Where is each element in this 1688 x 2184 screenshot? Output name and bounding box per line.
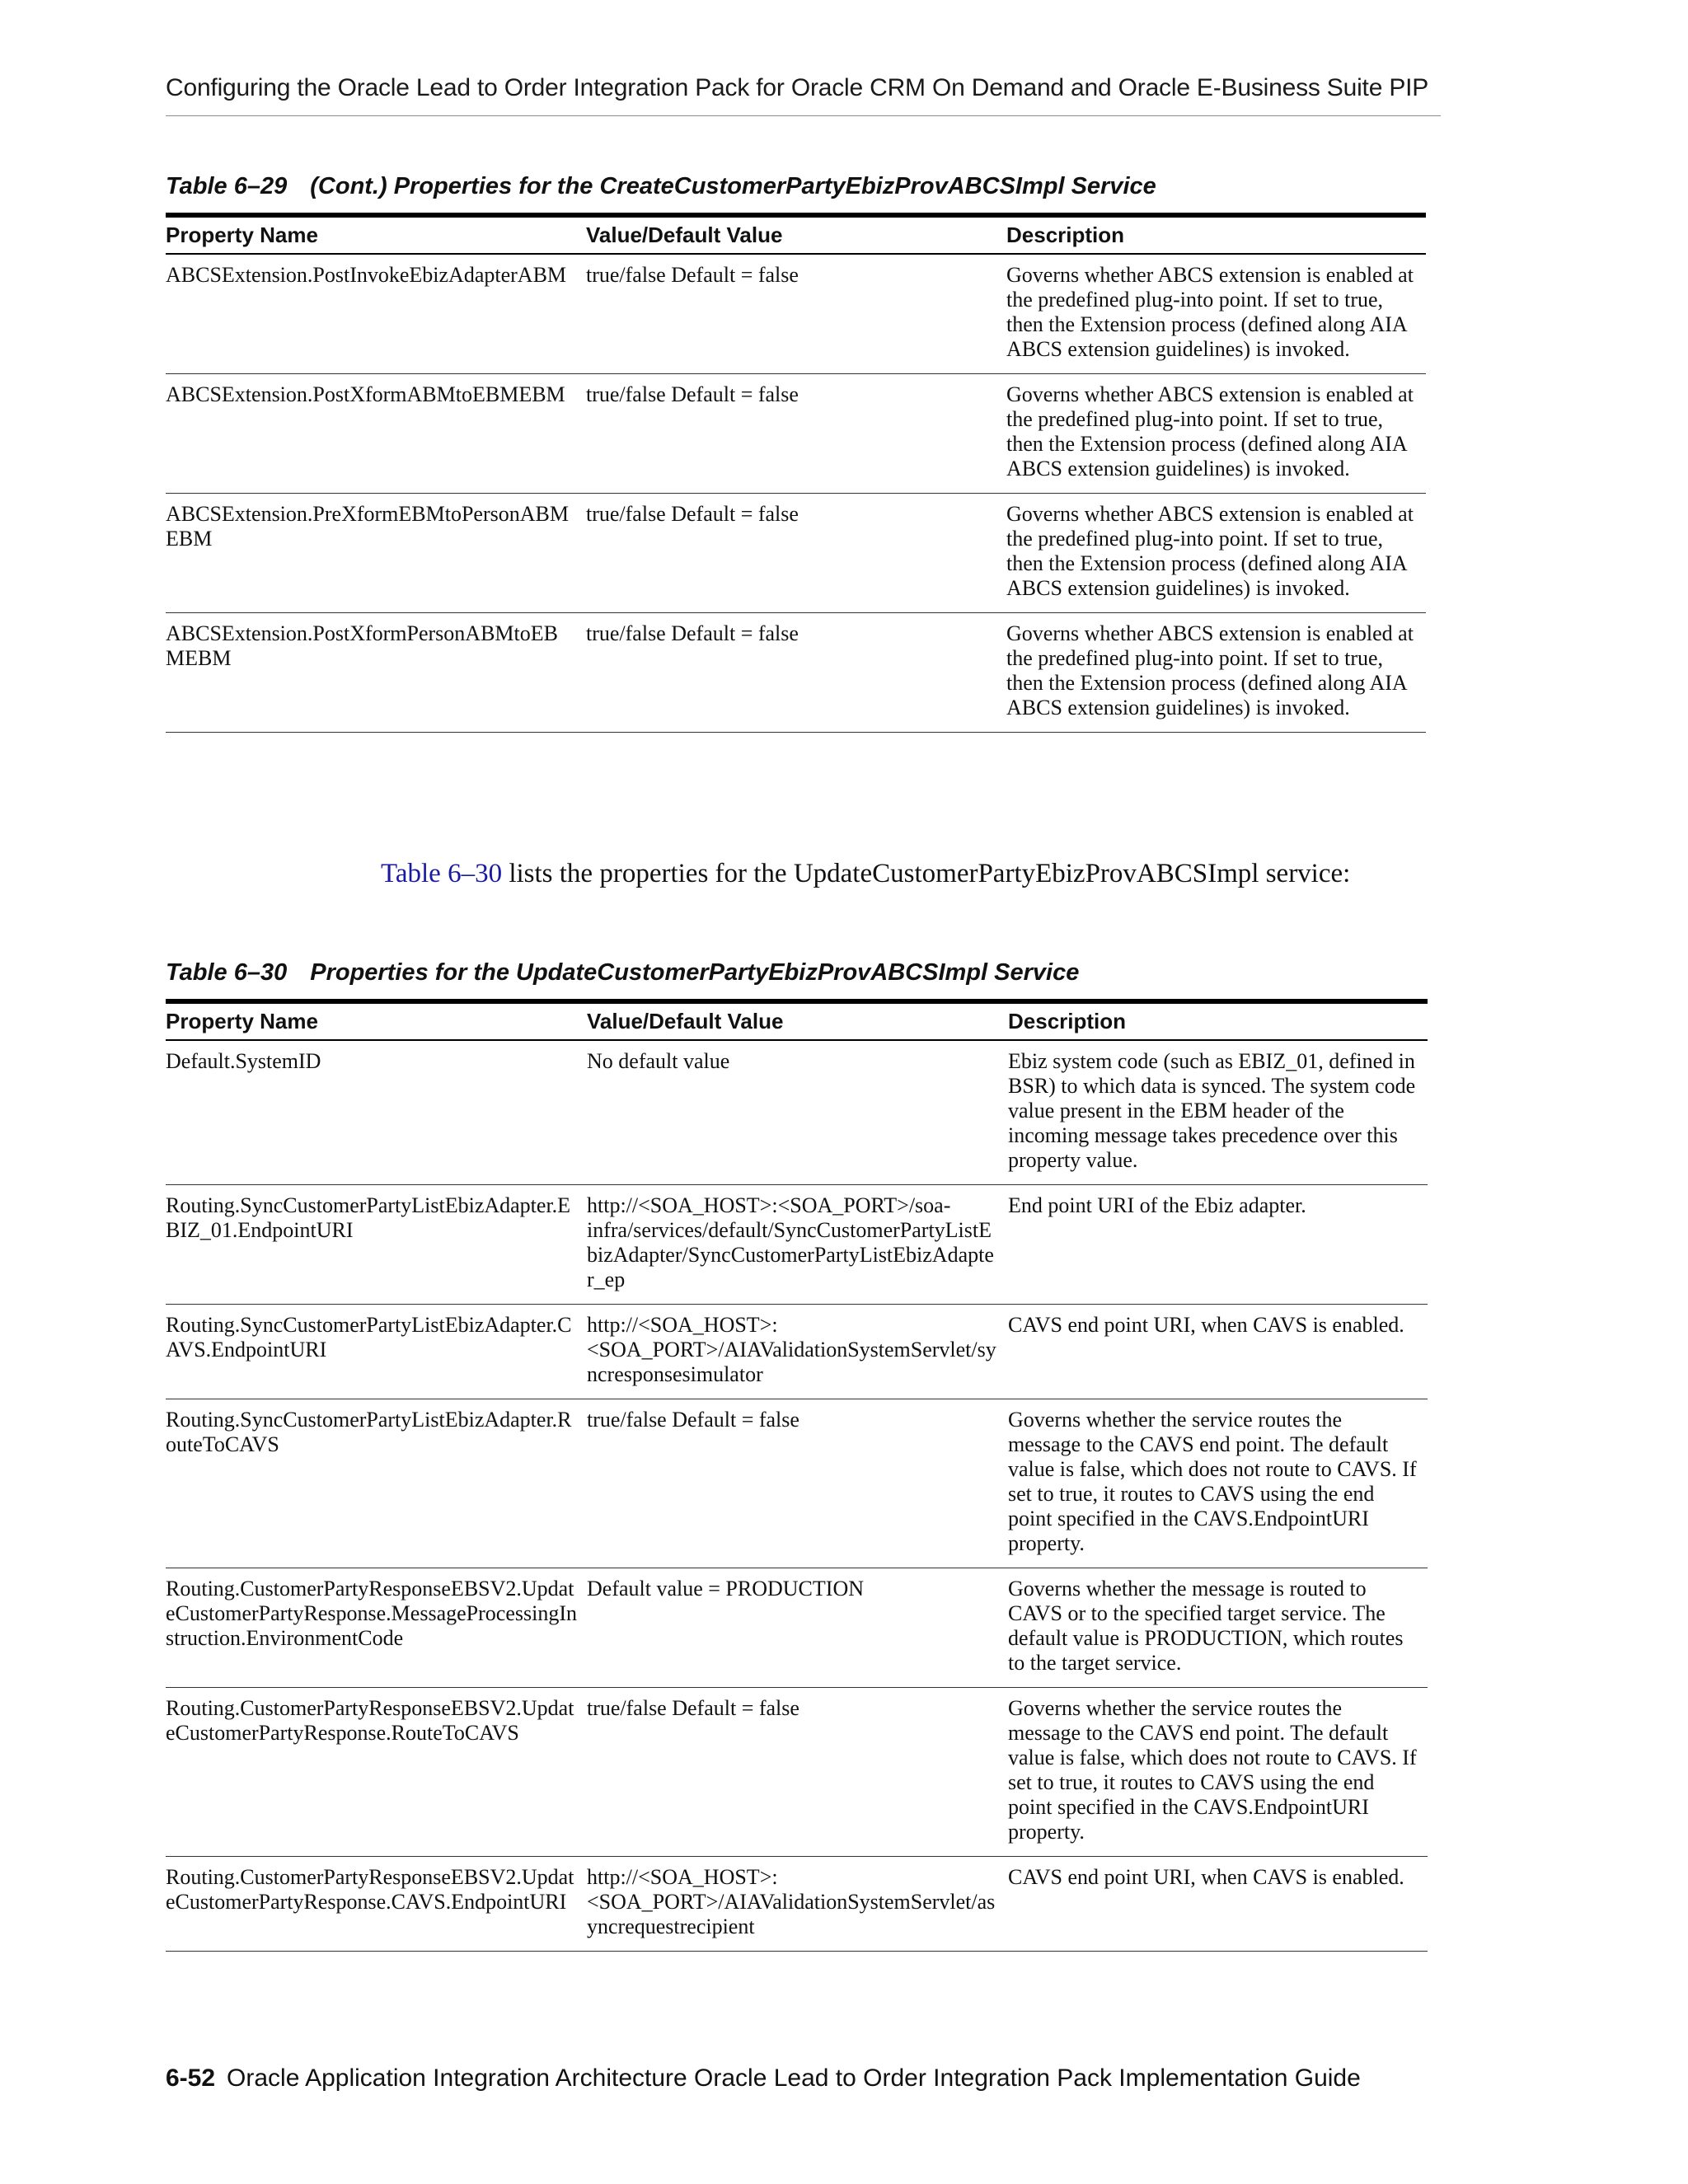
default-value-cell: true/false Default = false bbox=[587, 1399, 1008, 1568]
property-name-cell: Routing.CustomerPartyResponseEBSV2.UpdateCustomerPartyResponse.RouteToCAVS bbox=[166, 1688, 587, 1857]
property-name-cell: Routing.CustomerPartyResponseEBSV2.UpdateCustomerPartyResponse.CAVS.EndpointURI bbox=[166, 1857, 587, 1952]
property-name-cell: ABCSExtension.PreXformEBMtoPersonABMEBM bbox=[166, 494, 586, 613]
table-6-29-caption bbox=[166, 173, 1156, 200]
default-value-cell: Default value = PRODUCTION bbox=[587, 1568, 1008, 1688]
table-row bbox=[166, 1568, 1428, 1688]
table-title: Properties for the UpdateCustomerPartyEbizProvABCSImpl Service bbox=[310, 959, 1080, 986]
table-number: Table 6–29 bbox=[166, 173, 288, 199]
table-header-row bbox=[166, 215, 1426, 254]
table-row bbox=[166, 1185, 1428, 1305]
description-cell: CAVS end point URI, when CAVS is enabled. bbox=[1008, 1305, 1428, 1399]
table-body bbox=[166, 1040, 1428, 1952]
property-name-cell: Default.SystemID bbox=[166, 1040, 587, 1185]
description-cell: Governs whether the service routes the message to the CAVS end point. The default value is false, which does not route to CAVS. If set to true, it routes to CAVS using the end point specified in the CAVS.EndpointURI property. bbox=[1008, 1688, 1428, 1857]
default-value-cell: http://<SOA_HOST>:<SOA_PORT>/AIAValidationSystemServlet/asyncrequestrecipient bbox=[587, 1857, 1008, 1952]
intro-paragraph bbox=[381, 857, 1452, 890]
column-header: Value/Default Value bbox=[586, 215, 1006, 254]
property-name-cell: ABCSExtension.PostInvokeEbizAdapterABM bbox=[166, 254, 586, 374]
page-number: 6-52 bbox=[166, 2064, 216, 2092]
description-cell: Governs whether ABCS extension is enabled at the predefined plug-into point. If set to true, then the Extension process (defined along AIA ABCS extension guidelines) is invoked. bbox=[1006, 254, 1426, 374]
running-header: Configuring the Oracle Lead to Order Integration Pack for Oracle CRM On Demand and Oracle E-Business Suite PIP bbox=[166, 74, 1429, 101]
table-row bbox=[166, 1857, 1428, 1952]
property-name-cell: ABCSExtension.PostXformPersonABMtoEBMEBM bbox=[166, 613, 586, 733]
table-row bbox=[166, 1688, 1428, 1857]
default-value-cell: true/false Default = false bbox=[587, 1688, 1008, 1857]
table-header-row bbox=[166, 1001, 1428, 1040]
default-value-cell: true/false Default = false bbox=[586, 613, 1006, 733]
description-cell: Governs whether the service routes the message to the CAVS end point. The default value is false, which does not route to CAVS. If set to true, it routes to CAVS using the end point specified in the CAVS.EndpointURI property. bbox=[1008, 1399, 1428, 1568]
column-header: Property Name bbox=[166, 1001, 587, 1040]
property-name-cell: Routing.SyncCustomerPartyListEbizAdapter.RouteToCAVS bbox=[166, 1399, 587, 1568]
table-row bbox=[166, 1305, 1428, 1399]
column-header: Description bbox=[1008, 1001, 1428, 1040]
description-cell: Governs whether ABCS extension is enabled at the predefined plug-into point. If set to true, then the Extension process (defined along AIA ABCS extension guidelines) is invoked. bbox=[1006, 613, 1426, 733]
description-cell: CAVS end point URI, when CAVS is enabled. bbox=[1008, 1857, 1428, 1952]
description-cell: Governs whether the message is routed to CAVS or to the specified target service. The default value is PRODUCTION, which routes to the target service. bbox=[1008, 1568, 1428, 1688]
properties-table-6-29 bbox=[166, 213, 1426, 733]
footer-title: Oracle Application Integration Architecture Oracle Lead to Order Integration Pack Implementation Guide bbox=[227, 2064, 1361, 2092]
column-header: Description bbox=[1006, 215, 1426, 254]
default-value-cell: No default value bbox=[587, 1040, 1008, 1185]
table-row bbox=[166, 613, 1426, 733]
default-value-cell: true/false Default = false bbox=[586, 374, 1006, 494]
column-header: Value/Default Value bbox=[587, 1001, 1008, 1040]
table-row bbox=[166, 494, 1426, 613]
property-name-cell: Routing.CustomerPartyResponseEBSV2.UpdateCustomerPartyResponse.MessageProcessingInstruction.EnvironmentCode bbox=[166, 1568, 587, 1688]
table-row bbox=[166, 374, 1426, 494]
description-cell: Governs whether ABCS extension is enabled at the predefined plug-into point. If set to true, then the Extension process (defined along AIA ABCS extension guidelines) is invoked. bbox=[1006, 374, 1426, 494]
table-body bbox=[166, 254, 1426, 733]
table-row bbox=[166, 1040, 1428, 1185]
table-row bbox=[166, 254, 1426, 374]
column-header: Property Name bbox=[166, 215, 586, 254]
default-value-cell: true/false Default = false bbox=[586, 254, 1006, 374]
description-cell: Ebiz system code (such as EBIZ_01, defined in BSR) to which data is synced. The system code value present in the EBM header of the incoming message takes precedence over this property value. bbox=[1008, 1040, 1428, 1185]
page-footer bbox=[166, 2064, 1361, 2093]
default-value-cell: true/false Default = false bbox=[586, 494, 1006, 613]
properties-table-6-30 bbox=[166, 999, 1428, 1952]
intro-text: lists the properties for the UpdateCustomerPartyEbizProvABCSImpl service: bbox=[502, 859, 1351, 888]
table-reference-link[interactable]: Table 6–30 bbox=[381, 859, 503, 888]
default-value-cell: http://<SOA_HOST>:<SOA_PORT>/AIAValidationSystemServlet/syncresponsesimulator bbox=[587, 1305, 1008, 1399]
property-name-cell: ABCSExtension.PostXformABMtoEBMEBM bbox=[166, 374, 586, 494]
description-cell: End point URI of the Ebiz adapter. bbox=[1008, 1185, 1428, 1305]
property-name-cell: Routing.SyncCustomerPartyListEbizAdapter.EBIZ_01.EndpointURI bbox=[166, 1185, 587, 1305]
property-name-cell: Routing.SyncCustomerPartyListEbizAdapter.CAVS.EndpointURI bbox=[166, 1305, 587, 1399]
table-6-30-caption bbox=[166, 959, 1079, 987]
table-row bbox=[166, 1399, 1428, 1568]
table-title: (Cont.) Properties for the CreateCustomerPartyEbizProvABCSImpl Service bbox=[310, 173, 1156, 199]
description-cell: Governs whether ABCS extension is enabled at the predefined plug-into point. If set to true, then the Extension process (defined along AIA ABCS extension guidelines) is invoked. bbox=[1006, 494, 1426, 613]
table-number: Table 6–30 bbox=[166, 959, 288, 986]
header-rule bbox=[166, 115, 1441, 116]
default-value-cell: http://<SOA_HOST>:<SOA_PORT>/soa-infra/services/default/SyncCustomerPartyListEbizAdapter/SyncCustomerPartyListEbizAdapter_ep bbox=[587, 1185, 1008, 1305]
